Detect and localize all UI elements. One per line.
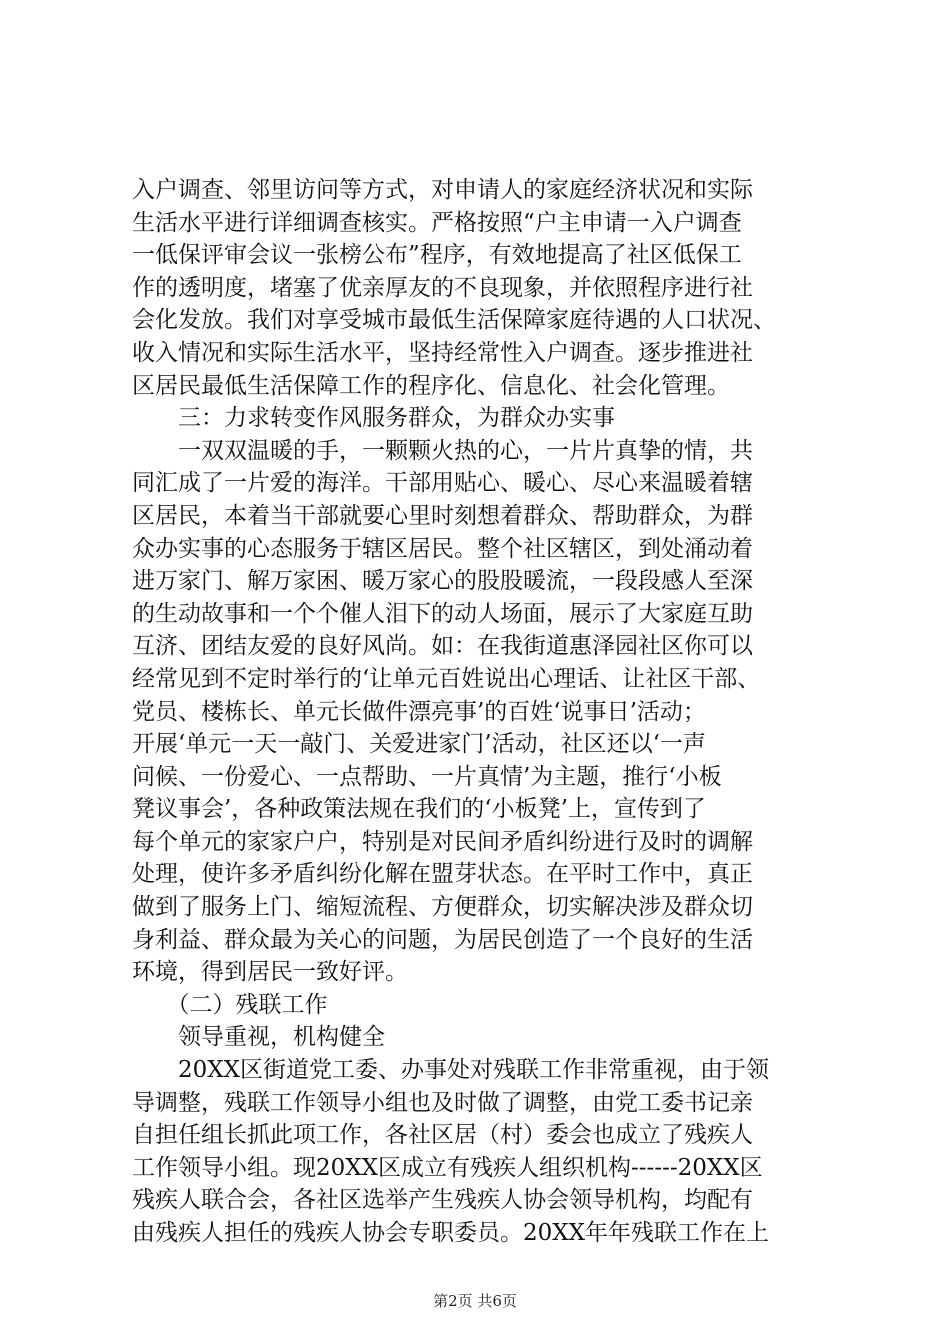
text-line: 环境，得到居民一致好评。: [132, 959, 408, 986]
text-line: 凳议事会’，各种政策法规在我们的‘小板凳’上，宣传到了: [132, 796, 706, 823]
text-line: 众办实事的心态服务于辖区居民。整个社区辖区，到处涌动着: [132, 535, 753, 562]
text-line: 生活水平进行详细调查核实。严格按照“户主申请一入户调查: [132, 209, 742, 236]
text-line: 导调整，残联工作领导小组也及时做了调整，由党工委书记亲: [132, 1089, 753, 1116]
text-line: 经常见到不定时举行的‘让单元百姓说出心理话、让社区干部、: [132, 665, 761, 692]
text-line: 区居民，本着当干部就要心里时刻想着群众、帮助群众，为群: [132, 502, 753, 529]
text-line: 互济、团结友爱的良好风尚。如：在我街道惠泽园社区你可以: [132, 633, 753, 660]
text-line: 领导重视，机构健全: [132, 1024, 385, 1051]
text-line: 收入情况和实际生活水平，坚持经常性入户调查。逐步推进社: [132, 339, 753, 366]
text-line: 一双双温暖的手，一颗颗火热的心，一片片真挚的情，共: [132, 437, 753, 464]
text-line: 的生动故事和一个个催人泪下的动人场面，展示了大家庭互助: [132, 600, 753, 627]
text-line: 残疾人联合会，各社区选举产生残疾人协会领导机构，均配有: [132, 1187, 753, 1214]
text-line: 工作领导小组。现20XX区成立有残疾人组织机构------20XX区: [132, 1154, 763, 1181]
text-line: 入户调查、邻里访问等方式，对申请人的家庭经济状况和实际: [132, 177, 753, 203]
text-line: 一低保评审会议一张榜公布”程序，有效地提高了社区低保工: [132, 242, 742, 269]
text-line: 自担任组长抓此项工作，各社区居（村）委会也成立了残疾人: [132, 1122, 753, 1149]
text-line: 党员、楼栋长、单元长做件漂亮事’的百姓‘说事日’活动；: [132, 698, 706, 725]
text-line: 进万家门、解万家困、暖万家心的股股暖流，一段段感人至深: [132, 568, 753, 595]
text-line: 身利益、群众最为关心的问题，为居民创造了一个良好的生活: [132, 926, 753, 953]
text-line: 作的透明度，堵塞了优亲厚友的不良现象，并依照程序进行社: [132, 274, 753, 301]
document-body: [132, 174, 832, 1250]
text-line: 区居民最低生活保障工作的程序化、信息化、社会化管理。: [132, 372, 730, 399]
page-footer: 第2页 共6页: [433, 1292, 517, 1310]
text-line: 20XX区街道党工委、办事处对残联工作非常重视，由于领: [132, 1057, 770, 1084]
text-line: 处理，使许多矛盾纠纷化解在盟芽状态。在平时工作中，真正: [132, 861, 753, 888]
text-line: 开展‘单元一天一敲门、关爱进家门’活动，社区还以‘一声: [132, 731, 706, 758]
text-line: 由残疾人担任的残疾人协会专职委员。20XX年年残联工作在上: [132, 1220, 770, 1246]
text-line: 同汇成了一片爱的海洋。干部用贴心、暖心、尽心来温暖着辖: [132, 470, 753, 497]
text-line: 会化发放。我们对享受城市最低生活保障家庭待遇的人口状况、: [132, 307, 776, 334]
text-line: 做到了服务上门、缩短流程、方便群众，切实解决涉及群众切: [132, 894, 753, 921]
text-line: 问候、一份爱心、一点帮助、一片真情’为主题，推行‘小板: [132, 763, 722, 790]
text-line: （二）残联工作: [132, 991, 328, 1018]
text-line: 三：力求转变作风服务群众，为群众办实事: [132, 405, 615, 432]
text-line: 每个单元的家家户户，特别是对民间矛盾纠纷进行及时的调解: [132, 828, 753, 855]
